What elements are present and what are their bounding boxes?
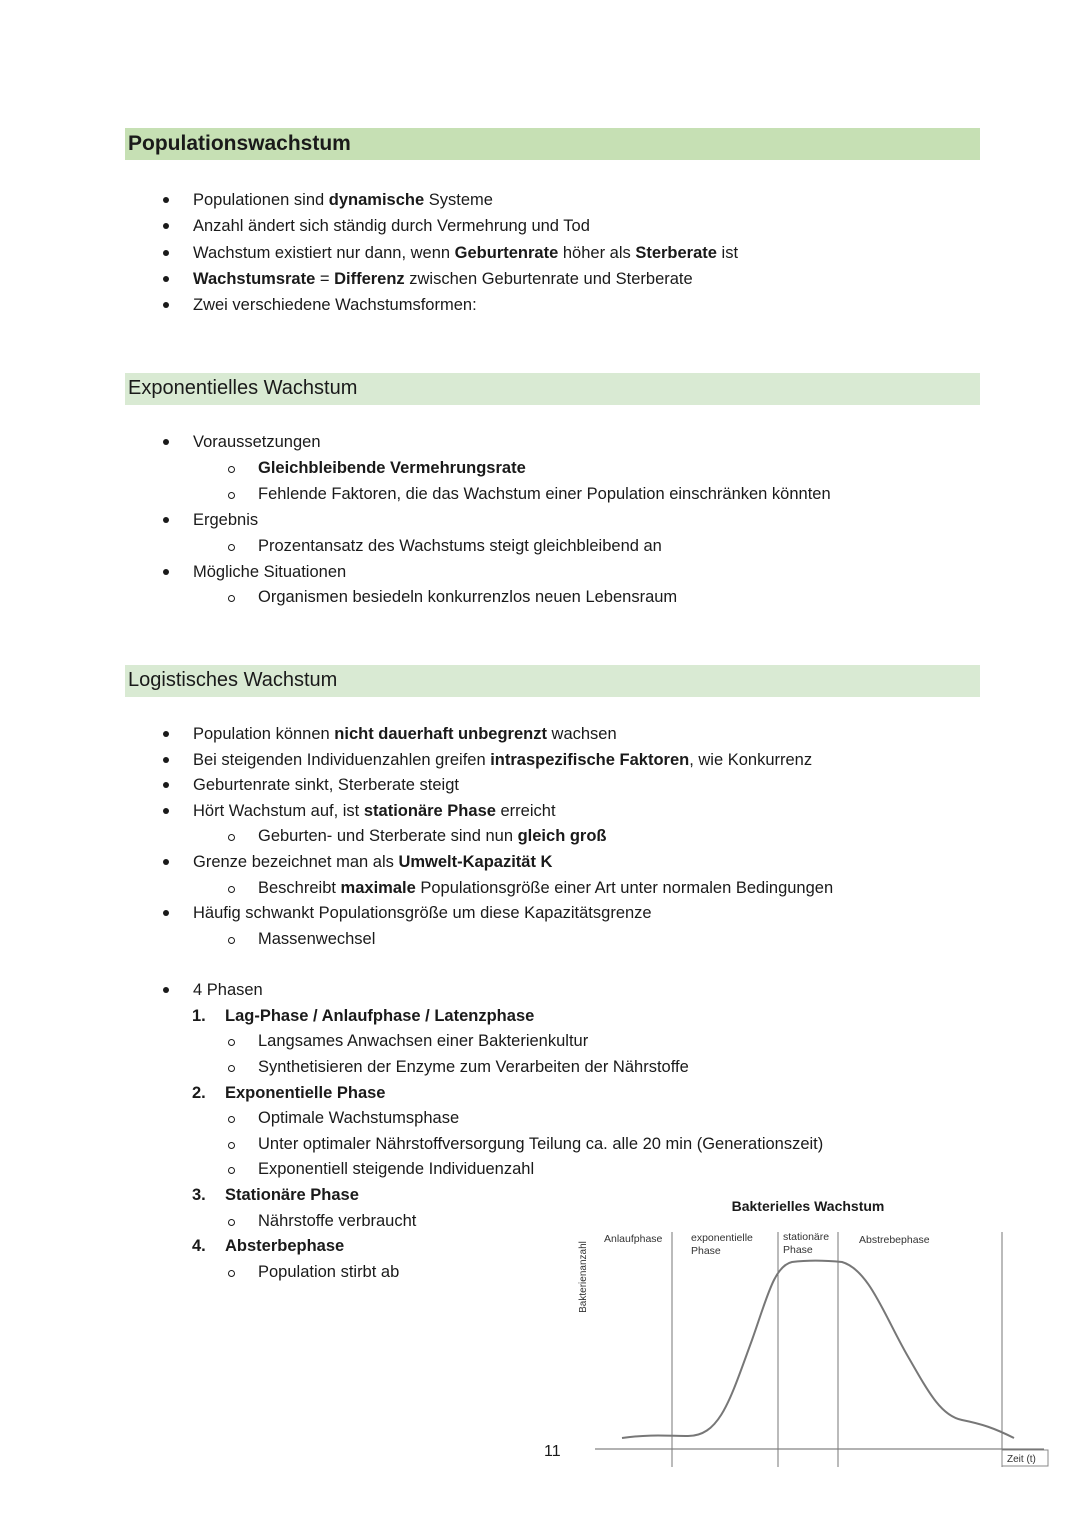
section-header-populationswachstum	[125, 128, 980, 160]
bullet-marker	[163, 276, 169, 282]
list-item: 4 Phasen	[193, 981, 263, 1000]
chart-xlabel: Zeit (t)	[1007, 1454, 1036, 1465]
list-item: Bei steigenden Individuenzahlen greifen intraspezifische Faktoren, wie Konkurrenz	[193, 750, 813, 769]
sub-list-item: Geburten- und Sterberate sind nun gleich groß	[258, 827, 607, 846]
bullet-marker	[163, 302, 169, 308]
list-item: Wachstumsrate = Differenz zwischen Geburtenrate und Sterberate	[193, 269, 693, 288]
list-item: Wachstum existiert nur dann, wenn Geburtenrate höher als Sterberate ist	[193, 243, 739, 262]
sub-bullet-marker	[228, 595, 235, 602]
phase-number: 3.	[192, 1186, 206, 1204]
phase-label-stationaer: stationäre Phase	[783, 1231, 830, 1256]
sub-list-item: Population stirbt ab	[258, 1262, 400, 1281]
sub-bullet-marker	[228, 492, 235, 499]
chart-title: Bakterielles Wachstum	[731, 1198, 885, 1214]
bullet-marker	[163, 569, 169, 575]
phase-heading: Lag-Phase / Anlaufphase / Latenzphase	[225, 1006, 535, 1025]
bullet-marker	[163, 910, 169, 916]
sub-list-item: Massenwechsel	[258, 929, 376, 948]
phase-heading: Stationäre Phase	[225, 1186, 359, 1204]
section-header-exponentiell	[125, 373, 980, 405]
section-title: Populationswachstum	[128, 132, 351, 155]
bullet-marker	[163, 782, 169, 788]
bullet-marker	[163, 517, 169, 523]
section-header-logistisch	[125, 665, 980, 697]
sub-list-item: Langsames Anwachsen einer Bakterienkultur	[258, 1032, 589, 1051]
sub-bullet-marker	[228, 834, 235, 841]
bullet-marker	[163, 731, 169, 737]
section-title: Exponentielles Wachstum	[128, 377, 358, 399]
sub-bullet-marker	[228, 544, 235, 551]
sub-list-item: Beschreibt maximale Populationsgröße einer Art unter normalen Bedingungen	[258, 878, 834, 897]
sub-list-item: Gleichbleibende Vermehrungsrate	[258, 458, 526, 477]
phase-heading: Exponentielle Phase	[225, 1083, 386, 1102]
sub-bullet-marker	[228, 937, 235, 944]
sub-bullet-marker	[228, 886, 235, 893]
bullet-marker	[163, 197, 169, 203]
sub-list-item: Organismen besiedeln konkurrenzlos neuen Lebensraum	[258, 588, 678, 607]
sub-bullet-marker	[228, 1219, 235, 1226]
list-item: Population können nicht dauerhaft unbegrenzt wachsen	[193, 725, 617, 743]
list-item: Voraussetzungen	[193, 433, 321, 451]
section-title: Logistisches Wachstum	[128, 669, 338, 691]
phase-number: 4.	[192, 1237, 206, 1256]
phase-label-anlauf: Anlaufphase	[604, 1233, 663, 1245]
chart-ylabel: Bakterienanzahl	[578, 1241, 589, 1313]
phase-heading: Absterbephase	[225, 1237, 345, 1256]
sub-bullet-marker	[228, 466, 235, 473]
bullet-marker	[163, 223, 169, 229]
sub-list-item: Nährstoffe verbraucht	[258, 1211, 417, 1230]
sub-list-item: Exponentiell steigende Individuenzahl	[258, 1160, 535, 1179]
list-item: Grenze bezeichnet man als Umwelt-Kapazität K	[193, 853, 553, 871]
phase-number: 1.	[192, 1006, 206, 1025]
list-item: Populationen sind dynamische Systeme	[193, 191, 493, 209]
bullet-marker	[163, 757, 169, 763]
list-item: Hört Wachstum auf, ist stationäre Phase erreicht	[193, 801, 556, 820]
sub-list-item: Fehlende Faktoren, die das Wachstum einer Population einschränken könnten	[258, 484, 831, 503]
sub-list-item: Synthetisieren der Enzyme zum Verarbeiten der Nährstoffe	[258, 1058, 689, 1076]
list-item: Zwei verschiedene Wachstumsformen:	[193, 296, 477, 315]
sub-bullet-marker	[228, 1039, 235, 1046]
sub-bullet-marker	[228, 1116, 235, 1123]
sub-bullet-marker	[228, 1142, 235, 1149]
bullet-marker	[163, 439, 169, 445]
list-item: Geburtenrate sinkt, Sterberate steigt	[193, 776, 459, 795]
list-item: Mögliche Situationen	[193, 562, 347, 581]
bullet-marker	[163, 808, 169, 814]
sub-list-item: Unter optimaler Nährstoffversorgung Teilung ca. alle 20 min (Generationszeit)	[258, 1134, 824, 1153]
sub-bullet-marker	[228, 1270, 235, 1277]
bullet-marker	[163, 250, 169, 256]
list-item: Ergebnis	[193, 510, 259, 529]
sub-list-item: Optimale Wachstumsphase	[258, 1109, 460, 1128]
bullet-marker	[163, 859, 169, 865]
phase-number: 2.	[192, 1083, 206, 1102]
sub-bullet-marker	[228, 1065, 235, 1072]
sub-list-item: Prozentansatz des Wachstums steigt gleichbleibend an	[258, 536, 662, 555]
bacterial-growth-chart	[570, 1190, 1050, 1480]
list-item: Anzahl ändert sich ständig durch Vermehrung und Tod	[193, 217, 590, 236]
list-item: Häufig schwankt Populationsgröße um diese Kapazitätsgrenze	[193, 904, 652, 923]
sub-bullet-marker	[228, 1167, 235, 1174]
growth-curve	[622, 1261, 1014, 1439]
bullet-marker	[163, 987, 169, 993]
page-number: 11	[544, 1443, 561, 1460]
phase-label-absterbe: Abstrebephase	[859, 1234, 930, 1246]
phase-label-exponentiell: exponentielle Phase	[691, 1232, 753, 1257]
